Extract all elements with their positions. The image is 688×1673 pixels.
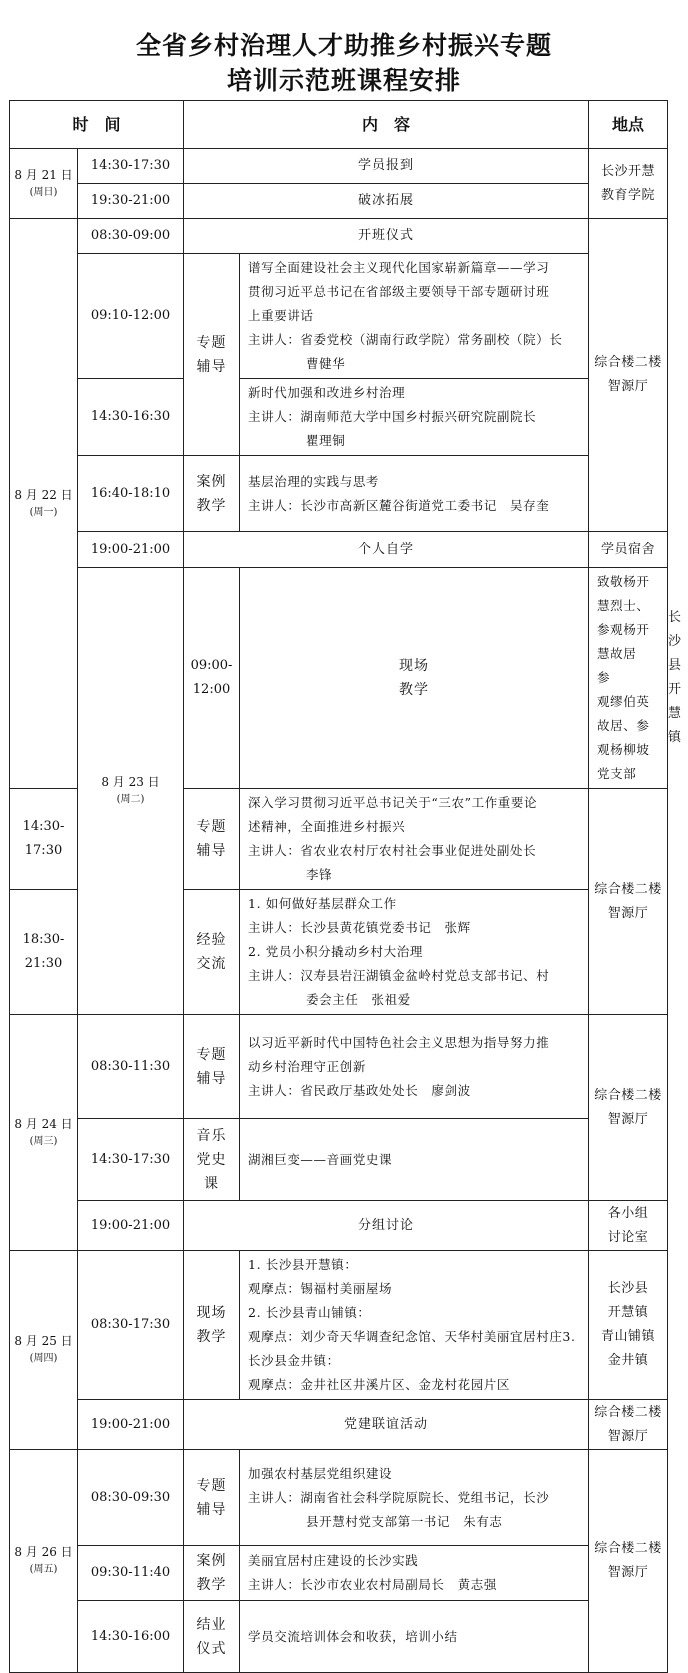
time-cell: 14:30-17:30 (78, 1119, 184, 1201)
content-line: 主讲人：长沙市农业农村局副局长 黄志强 (248, 1577, 497, 1592)
date-label: 8 月 24 日 (14, 1116, 73, 1131)
location-cell: 学员宿舍 (589, 532, 668, 568)
content-cell (240, 1450, 589, 1546)
content-line: 述精神，全面推进乡村振兴 (248, 819, 406, 834)
location-line: 教育学院 (601, 187, 656, 203)
content-cell (240, 890, 589, 1015)
time-cell: 14:30-17:30 (10, 789, 78, 890)
content-cell (240, 1119, 589, 1201)
category-line: 交流 (196, 956, 227, 972)
weekday-label: (周二) (116, 794, 145, 805)
category-line: 课 (204, 1175, 220, 1192)
time-cell: 08:30-09:00 (78, 219, 184, 254)
content-line: 主讲人：长沙县黄花镇党委书记 张辉 (248, 920, 471, 935)
content-line: 新时代加强和改进乡村治理 (248, 385, 406, 400)
speaker-name: 瞿理铜 (306, 433, 346, 448)
weekday-label: (周四) (29, 1353, 58, 1364)
time-cell: 09:10-12:00 (78, 254, 184, 379)
time-cell: 14:30-16:30 (78, 379, 184, 456)
weekday-label: (周五) (29, 1564, 58, 1575)
location-line: 综合楼二楼 (594, 1541, 662, 1556)
schedule-table (9, 100, 682, 1673)
content-line: 1. 长沙县开慧镇： (248, 1257, 358, 1272)
location-line: 长沙开慧 (601, 163, 656, 179)
content-line: 主讲人：湖南师范大学中国乡村振兴研究院副院长 (248, 409, 537, 424)
category-line: 辅导 (196, 843, 227, 859)
location-line: 综合楼二楼 (594, 881, 662, 897)
table-row (10, 149, 668, 184)
table-row: 8 月 23 日 (周二) 09:00-12:00 现场 教学 致敬杨开慧烈士、参观杨开慧故居 参 观缪伯英故居、参观杨柳坡党支部 长沙县 开慧镇 (10, 568, 668, 789)
content-line: 主讲人：省民政厅基政处处长 廖剑波 (248, 1082, 471, 1098)
content-line: 加强农村基层党组织建设 (248, 1465, 393, 1481)
content-line: 动乡村治理守正创新 (248, 1058, 366, 1074)
category-cell (184, 1015, 240, 1119)
content-line: 致敬杨开慧烈士、参观杨开慧故居 参 (597, 574, 650, 685)
table-row (10, 1015, 668, 1119)
time-cell: 08:30-09:30 (78, 1450, 184, 1546)
content-cell (240, 1601, 589, 1673)
category-line: 辅导 (196, 1501, 227, 1518)
table-row (10, 1450, 668, 1546)
content-line: 美丽宜居村庄建设的长沙实践 (248, 1553, 419, 1568)
category-line: 经验 (196, 932, 227, 948)
table-row (10, 532, 668, 568)
category-line: 现场 (196, 1305, 227, 1321)
page-title-line1: 全省乡村治理人才助推乡村振兴专题 (135, 31, 552, 60)
date-label: 8 月 22 日 (14, 487, 73, 502)
date-cell (10, 1251, 78, 1450)
date-label: 8 月 23 日 (101, 775, 160, 789)
location-line: 开慧镇 (607, 1305, 649, 1320)
time-cell: 16:40-18:10 (78, 456, 184, 532)
category-line: 教学 (196, 497, 227, 514)
table-row (10, 456, 668, 532)
speaker-name: 委会主任 张祖爱 (306, 992, 411, 1007)
content-line: 贯彻习近平总书记在省部级主要领导干部专题研讨班 (248, 284, 550, 299)
content-line: 长沙县金井镇： (248, 1353, 340, 1368)
content-line: 主讲人：汉寿县岩汪湖镇金盆岭村党总支部书记、村 (248, 968, 550, 983)
date-cell (78, 568, 184, 1015)
date-label: 8 月 25 日 (14, 1334, 73, 1348)
category-cell (240, 568, 589, 789)
location-line: 综合楼二楼 (594, 1404, 662, 1420)
content-cell (240, 789, 589, 890)
location-cell (589, 1251, 668, 1400)
location-line: 智源厅 (607, 1428, 649, 1444)
category-line: 专题 (196, 334, 227, 351)
location-cell (589, 219, 668, 532)
category-cell (184, 789, 240, 890)
content-line: 2. 党员小积分撬动乡村大治理 (248, 944, 423, 959)
content-cell: 党建联谊活动 (184, 1400, 589, 1450)
table-row (10, 1400, 668, 1450)
content-line: 观摩点：刘少奇天华调查纪念馆、天华村美丽宜居村庄3. (248, 1329, 576, 1344)
location-line: 智源厅 (607, 1565, 649, 1580)
content-cell: 分组讨论 (184, 1201, 589, 1251)
category-cell (184, 254, 240, 456)
content-cell (240, 254, 589, 379)
location-cell (589, 1400, 668, 1450)
table-row (10, 184, 668, 219)
category-cell (184, 456, 240, 532)
weekday-label: (周三) (29, 1135, 58, 1147)
content-cell (240, 1015, 589, 1119)
table-row (10, 1251, 668, 1400)
category-line: 专题 (196, 1046, 227, 1063)
location-cell (589, 149, 668, 219)
time-cell: 14:30-16:00 (78, 1601, 184, 1673)
table-row (10, 1546, 668, 1601)
table-row (10, 1201, 668, 1251)
category-line: 专题 (196, 819, 227, 835)
time-cell: 19:00-21:00 (78, 532, 184, 568)
category-cell (184, 1119, 240, 1201)
time-cell: 09:30-11:40 (78, 1546, 184, 1601)
location-line: 智源厅 (607, 905, 649, 921)
category-line: 仪式 (196, 1640, 227, 1657)
category-cell (184, 1251, 240, 1400)
category-line: 案例 (196, 1553, 227, 1569)
category-line: 现场 (399, 658, 430, 674)
date-label: 8 月 26 日 (14, 1545, 73, 1559)
category-cell (184, 1546, 240, 1601)
time-cell: 08:30-17:30 (78, 1251, 184, 1400)
content-line: 深入学习贯彻习近平总书记关于“三农”工作重要论 (248, 795, 538, 810)
location-line: 综合楼二楼 (594, 355, 662, 370)
content-cell (240, 456, 589, 532)
content-cell: 破冰拓展 (184, 184, 589, 219)
location-line: 讨论室 (607, 1229, 649, 1245)
time-cell: 19:00-21:00 (78, 1400, 184, 1450)
category-cell (184, 1450, 240, 1546)
table-row (10, 1601, 668, 1673)
category-line: 教学 (399, 682, 430, 698)
content-line: 1. 如何做好基层群众工作 (248, 896, 397, 911)
weekday-label: (周日) (29, 186, 58, 198)
location-cell (589, 1015, 668, 1201)
time-cell: 18:30-21:30 (10, 890, 78, 1015)
time-cell: 09:00-12:00 (184, 568, 240, 789)
location-cell (589, 1450, 668, 1673)
content-cell (240, 1546, 589, 1601)
location-line: 各小组 (607, 1205, 649, 1221)
location-line: 长沙县 (607, 1281, 649, 1296)
category-line: 辅导 (196, 358, 227, 375)
time-cell: 19:30-21:00 (78, 184, 184, 219)
location-line: 青山铺镇 (601, 1329, 656, 1344)
location-line: 智源厅 (607, 1111, 649, 1127)
content-cell (240, 1251, 589, 1400)
content-line: 上重要讲话 (248, 308, 314, 323)
content-line: 观摩点：锡福村美丽屋场 (248, 1281, 393, 1296)
page-title-line2: 培训示范班课程安排 (226, 66, 461, 95)
category-line: 党史 (196, 1151, 227, 1168)
content-line: 湖湘巨变——音画党史课 (248, 1151, 393, 1167)
content-line: 主讲人：省委党校（湖南行政学院）常务副校（院）长 (248, 332, 563, 347)
content-line: 谱写全面建设社会主义现代化国家崭新篇章——学习 (248, 260, 550, 275)
category-cell (184, 890, 240, 1015)
content-cell: 开班仪式 (184, 219, 589, 254)
content-line: 主讲人：省农业农村厅农村社会事业促进处副处长 (248, 843, 537, 858)
date-cell (10, 219, 78, 789)
time-cell: 08:30-11:30 (78, 1015, 184, 1119)
header-place: 地点 (589, 101, 668, 149)
content-line: 基层治理的实践与思考 (248, 473, 380, 489)
speaker-name: 县开慧村党支部第一书记 朱有志 (306, 1513, 503, 1529)
time-cell: 14:30-17:30 (78, 149, 184, 184)
content-line: 主讲人：湖南省社会科学院原院长、党组书记，长沙 (248, 1489, 550, 1505)
time-cell: 19:00-21:00 (78, 1201, 184, 1251)
category-line: 结业 (196, 1616, 227, 1633)
table-row (10, 1119, 668, 1201)
table-row (10, 254, 668, 379)
category-line: 辅导 (196, 1070, 227, 1087)
category-line: 教学 (196, 1577, 227, 1593)
location-line: 金井镇 (607, 1353, 649, 1368)
content-line: 2. 长沙县青山铺镇： (248, 1305, 371, 1320)
date-cell (10, 1450, 78, 1673)
date-cell (10, 1015, 78, 1251)
category-line: 案例 (196, 473, 227, 490)
table-row (10, 219, 668, 254)
category-line: 教学 (196, 1329, 227, 1345)
weekday-label: (周一) (29, 506, 58, 518)
location-cell (589, 789, 668, 1015)
content-cell: 学员报到 (184, 149, 589, 184)
content-line: 学员交流培训体会和收获，培训小结 (248, 1628, 458, 1644)
content-line: 观缪伯英故居、参观杨柳坡党支部 (597, 694, 650, 781)
speaker-name: 曹健华 (306, 356, 346, 371)
category-line: 音乐 (196, 1127, 227, 1144)
content-line: 主讲人：长沙市高新区麓谷街道党工委书记 吴存奎 (248, 497, 550, 513)
category-line: 专题 (196, 1477, 227, 1494)
header-content: 内 容 (184, 101, 589, 149)
date-cell (10, 149, 78, 219)
content-cell: 个人自学 (184, 532, 589, 568)
content-line: 观摩点：金井社区井溪片区、金龙村花园片区 (248, 1377, 511, 1392)
location-line: 综合楼二楼 (594, 1087, 662, 1103)
table-row (10, 379, 668, 456)
table-header-row (10, 101, 668, 149)
speaker-name: 李锋 (306, 867, 333, 882)
content-line: 以习近平新时代中国特色社会主义思想为指导努力推 (248, 1034, 550, 1050)
location-cell (589, 1201, 668, 1251)
content-cell (240, 379, 589, 456)
location-line: 智源厅 (607, 379, 649, 394)
category-cell (184, 1601, 240, 1673)
date-label: 8 月 21 日 (14, 167, 73, 182)
header-time: 时 间 (10, 101, 184, 149)
content-cell (589, 568, 668, 789)
